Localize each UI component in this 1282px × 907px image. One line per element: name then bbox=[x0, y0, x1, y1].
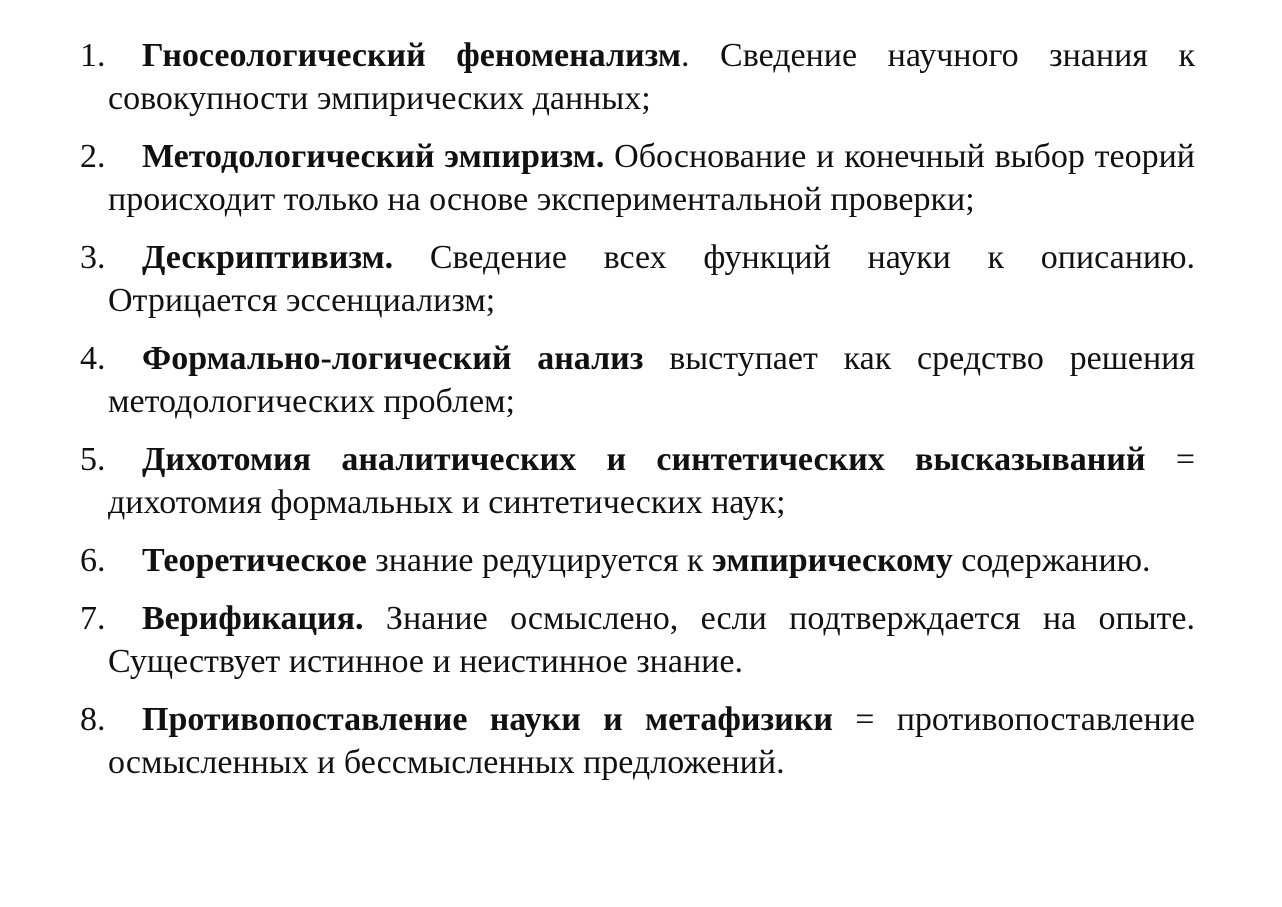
item-description: содержанию. bbox=[952, 542, 1151, 579]
list-item bbox=[80, 34, 1195, 120]
list-item bbox=[80, 698, 1195, 784]
item-text bbox=[108, 236, 1195, 322]
item-term-secondary: эмпирическому bbox=[712, 542, 953, 579]
item-term: Дихотомия аналитических и синтетических высказываний bbox=[142, 441, 1146, 478]
item-description: выступает как средство решения методологических проблем; bbox=[108, 340, 1195, 420]
item-number: 3. bbox=[80, 239, 106, 276]
item-number: 4. bbox=[80, 340, 106, 377]
item-description: . Сведение научного знания к совокупности эмпирических данных; bbox=[108, 37, 1195, 117]
item-term: Противопоставление науки и метафизики bbox=[142, 701, 833, 738]
list-item bbox=[80, 236, 1195, 322]
item-number: 5. bbox=[80, 441, 106, 478]
item-term: Теоретическое bbox=[142, 542, 367, 579]
item-text bbox=[108, 337, 1195, 423]
list-item bbox=[80, 438, 1195, 524]
item-number: 7. bbox=[80, 600, 106, 637]
list-item bbox=[80, 597, 1195, 683]
item-text bbox=[108, 539, 1195, 582]
item-number: 6. bbox=[80, 542, 106, 579]
item-term: Методологический эмпиризм. bbox=[142, 138, 605, 175]
list-item bbox=[80, 337, 1195, 423]
list-item bbox=[80, 539, 1195, 582]
item-description: Сведение всех функций науки к описанию. Отрицается эссенциализм; bbox=[108, 239, 1195, 319]
item-text bbox=[108, 597, 1195, 683]
item-description: Знание осмыслено, если подтверждается на опыте. Существует истинное и неистинное знание. bbox=[108, 600, 1195, 680]
item-term: Дескриптивизм. bbox=[142, 239, 394, 276]
item-number: 8. bbox=[80, 701, 106, 738]
item-description: = дихотомия формальных и синтетических наук; bbox=[108, 441, 1195, 521]
item-text bbox=[108, 34, 1195, 120]
item-number: 2. bbox=[80, 138, 106, 175]
item-text bbox=[108, 698, 1195, 784]
item-term: Формально-логический анализ bbox=[142, 340, 644, 377]
item-description: Обоснование и конечный выбор теорий происходит только на основе экспериментальной проверки; bbox=[108, 138, 1195, 218]
item-term: Верификация. bbox=[142, 600, 364, 637]
list-item bbox=[80, 135, 1195, 221]
item-term: Гносеологический феноменализм bbox=[142, 37, 681, 74]
item-connector: знание редуцируется к bbox=[366, 542, 713, 579]
item-text bbox=[108, 135, 1195, 221]
item-description: = противопоставление осмысленных и бессмысленных предложений. bbox=[108, 701, 1195, 781]
positivism-principles-list bbox=[80, 34, 1195, 799]
item-number: 1. bbox=[80, 37, 106, 74]
item-text bbox=[108, 438, 1195, 524]
